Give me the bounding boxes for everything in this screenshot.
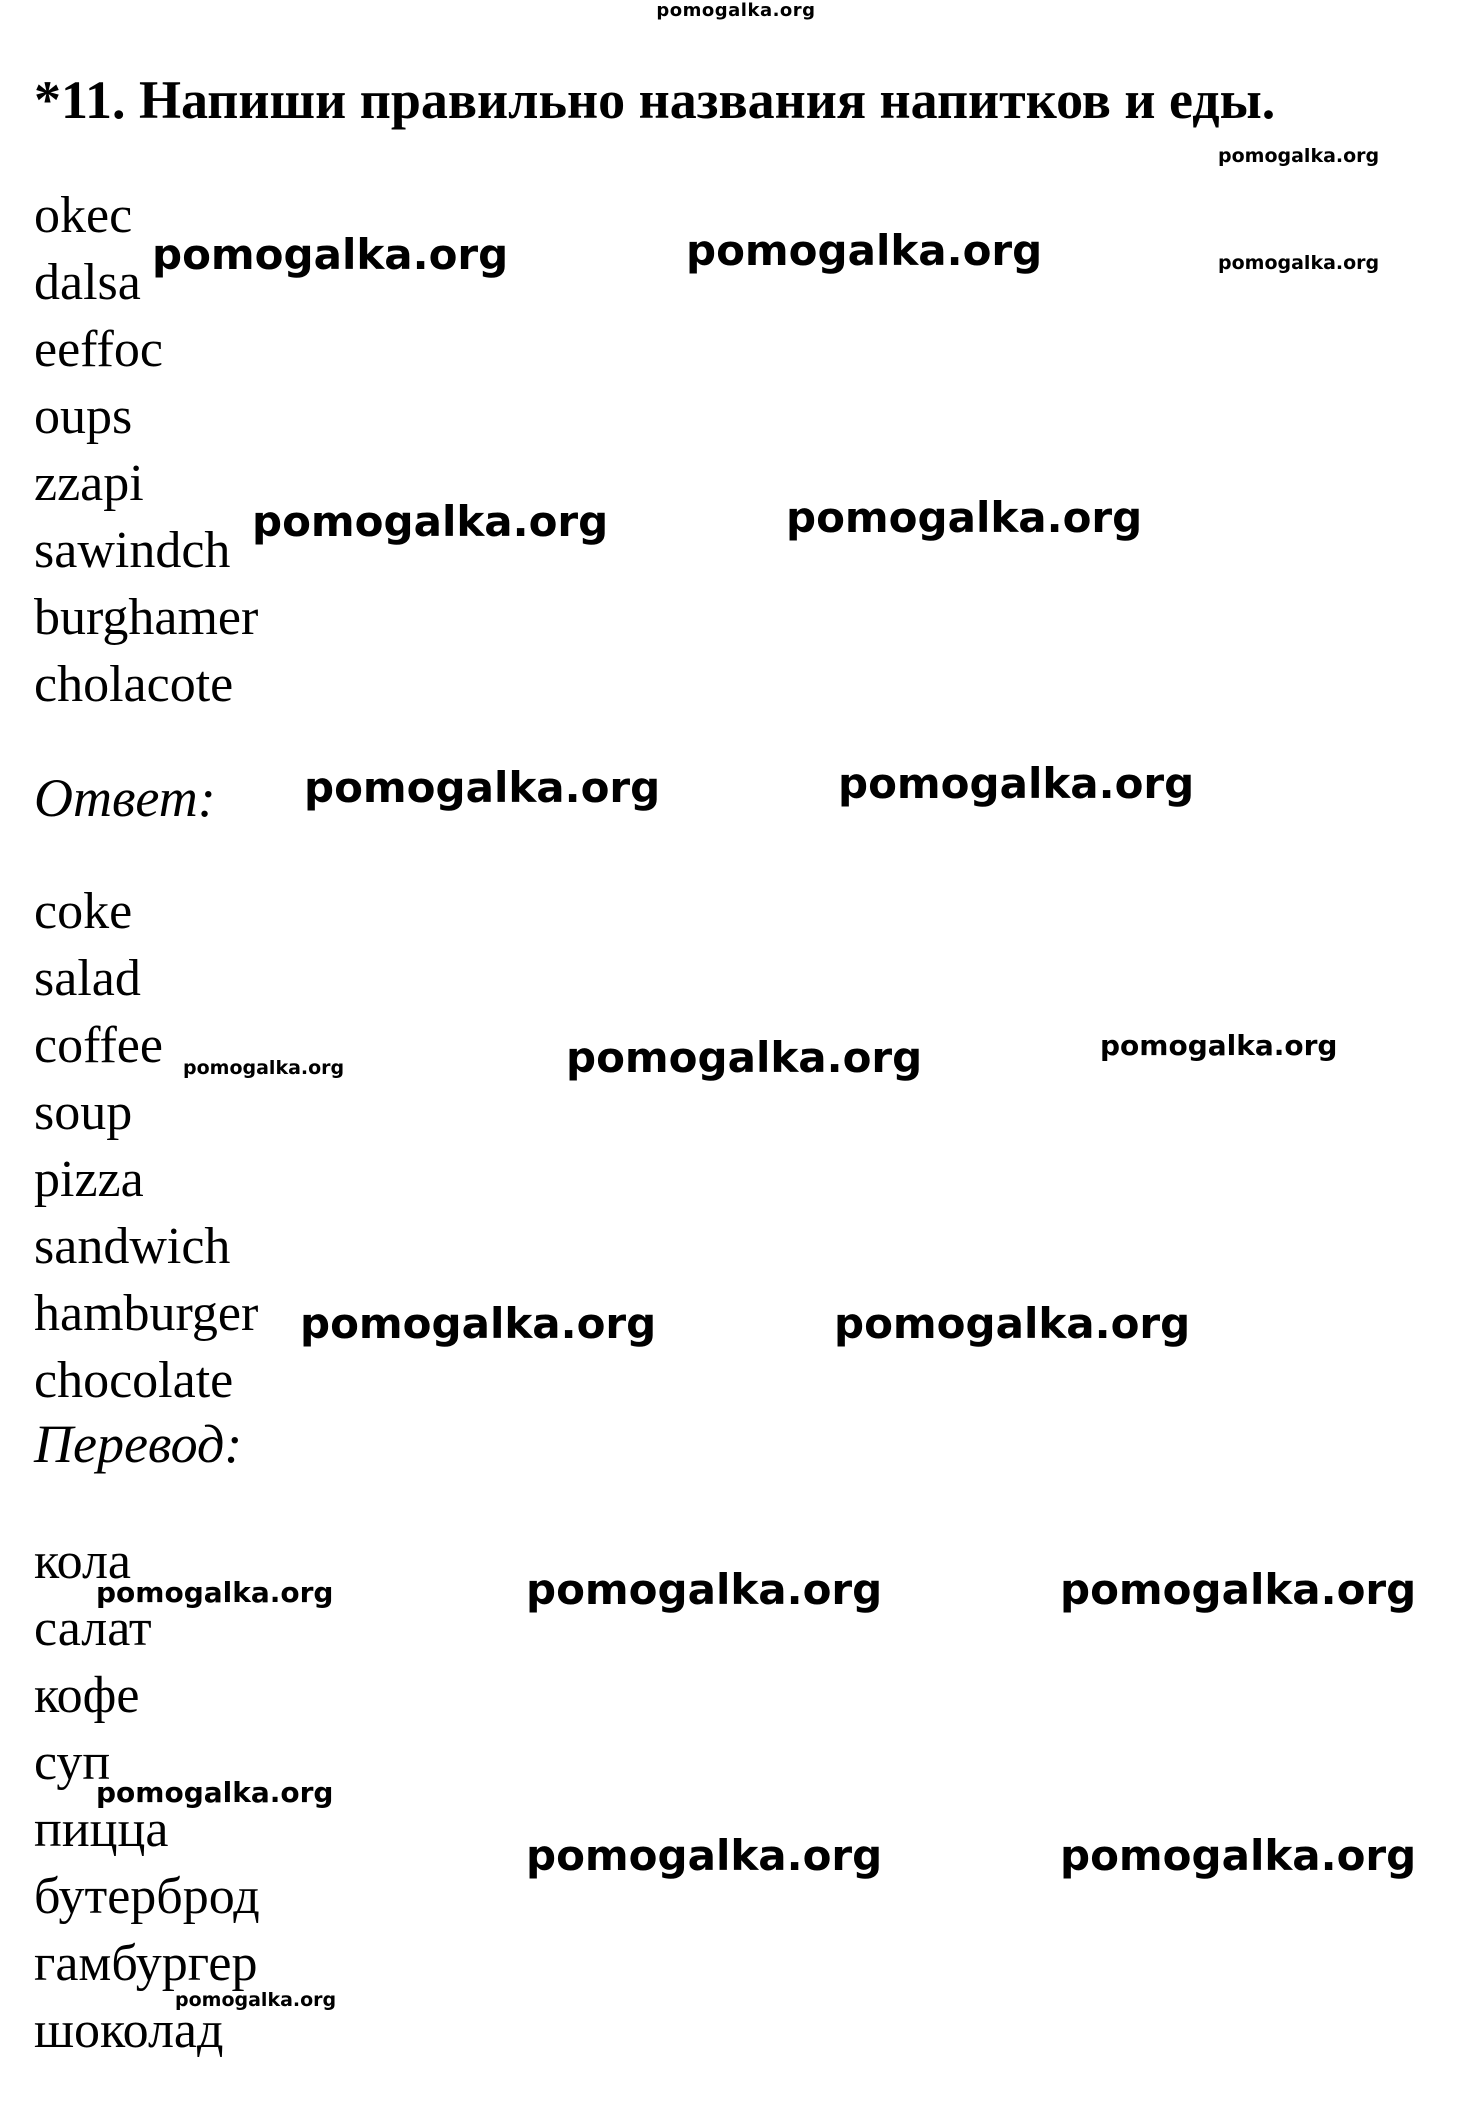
translation-word: гамбургер [34,1935,258,1992]
translation-word: кола [34,1533,131,1590]
watermark: pomogalka.org [838,759,1195,808]
answer-word: soup [34,1084,133,1141]
watermark: pomogalka.org [786,493,1143,542]
watermark: pomogalka.org [566,1033,923,1082]
scrambled-word: burghamer [34,589,259,646]
scrambled-word: oups [34,388,133,445]
watermark: pomogalka.org [1100,1029,1338,1062]
scrambled-word: cholacote [34,656,234,713]
watermark: pomogalka.org [183,1057,345,1079]
watermark-top: pomogalka.org [656,0,816,21]
watermark: pomogalka.org [526,1831,883,1880]
watermark: pomogalka.org [686,226,1043,275]
watermark: pomogalka.org [526,1565,883,1614]
watermark: pomogalka.org [1218,145,1380,167]
watermark: pomogalka.org [96,1776,334,1809]
answer-word: coffee [34,1017,163,1074]
watermark: pomogalka.org [1060,1831,1417,1880]
answer-word: chocolate [34,1352,234,1409]
watermark: pomogalka.org [1218,252,1380,274]
answer-word: coke [34,883,133,940]
translation-word: кофе [34,1667,140,1724]
watermark: pomogalka.org [175,1989,337,2011]
answer-word-list [34,878,258,1414]
answer-word: sandwich [34,1218,231,1275]
scrambled-word: okec [34,187,133,244]
watermark: pomogalka.org [96,1576,334,1609]
watermark: pomogalka.org [152,230,509,279]
translation-word: пицца [34,1801,169,1858]
watermark: pomogalka.org [252,497,609,546]
answer-word: hamburger [34,1285,259,1342]
translation-label: Перевод: [34,1414,243,1474]
scrambled-word: zzapi [34,455,144,512]
watermark: pomogalka.org [304,763,661,812]
answer-word: salad [34,950,141,1007]
watermark: pomogalka.org [834,1299,1191,1348]
answer-label: Ответ: [34,768,216,828]
translation-word: салат [34,1600,152,1657]
scrambled-word: sawindch [34,522,231,579]
watermark: pomogalka.org [300,1299,657,1348]
scrambled-word: eeffoc [34,321,163,378]
answer-word: pizza [34,1151,144,1208]
translation-word: суп [34,1734,111,1791]
watermark: pomogalka.org [1060,1565,1417,1614]
translation-word: шоколад [34,2002,224,2059]
scrambled-word: dalsa [34,254,141,311]
translation-word: бутерброд [34,1868,260,1925]
exercise-title: *11. Напиши правильно названия напитков и еды. [34,70,1276,130]
